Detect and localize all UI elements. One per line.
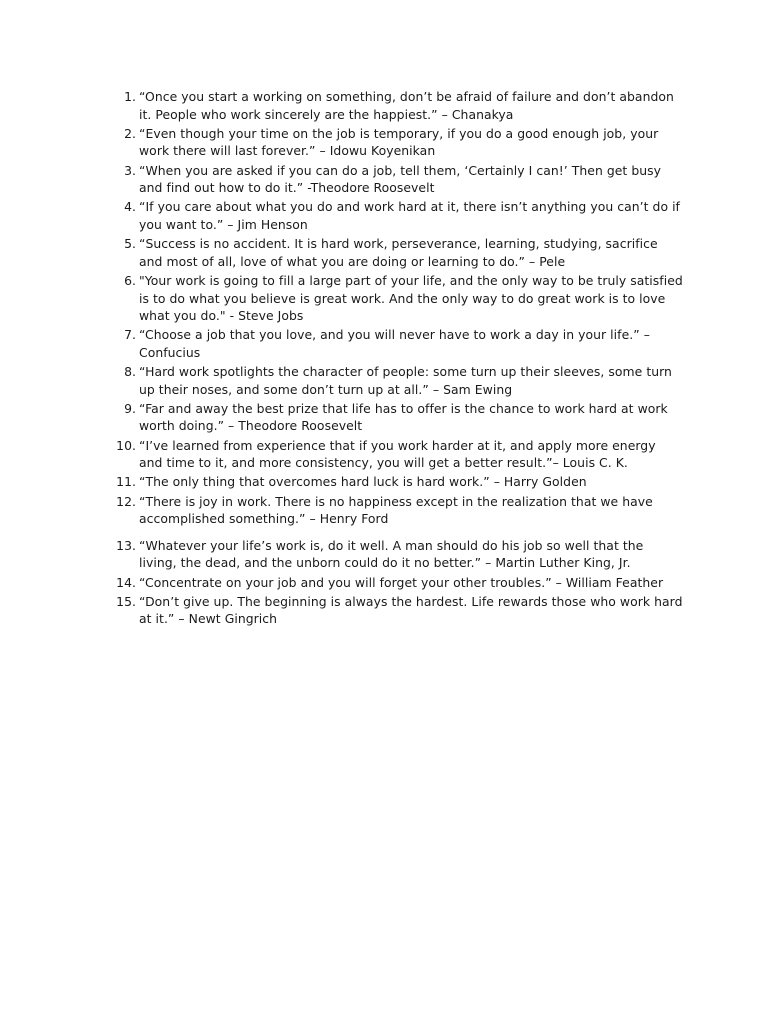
list-item (103, 198, 683, 233)
list-item (103, 537, 683, 572)
quote-text: “Once you start a working on something, don’t be afraid of failure and don’t abandon it. People who work sincerely are the happiest.” – Chanakya (139, 89, 674, 122)
quote-text: “If you care about what you do and work hard at it, there isn’t anything you can’t do if you want to.” – Jim Henson (139, 199, 680, 232)
item-number: 15. (116, 593, 136, 609)
quote-text: “When you are asked if you can do a job, tell them, ‘Certainly I can!’ Then get busy and find out how to do it.” -Theodore Roosevelt (139, 162, 662, 196)
quote-text: “Concentrate on your job and you will forget your other troubles.” – William Feather (139, 574, 664, 590)
quote-list (103, 88, 683, 630)
item-number: 10. (116, 437, 136, 453)
item-number: 5. (124, 236, 136, 252)
quote-text: “Even though your time on the job is temporary, if you do a good enough job, your work there will last forever.” – Idowu Koyenikan (139, 125, 659, 159)
quote-text: “The only thing that overcomes hard luck is hard work.” – Harry Golden (139, 474, 587, 490)
item-number: 7. (124, 327, 136, 343)
quote-text: “Choose a job that you love, and you will never have to work a day in your life.” – Confucius (139, 327, 650, 360)
quote-text: “Hard work spotlights the character of people: some turn up their sleeves, some turn up their noses, and some don’t turn up at all.” – Sam Ewing (139, 364, 672, 397)
quote-text: “There is joy in work. There is no happiness except in the realization that we have accomplished something.” – Henry Ford (139, 493, 653, 527)
list-item (103, 400, 683, 435)
list-item (103, 363, 683, 398)
item-number: 2. (124, 125, 136, 141)
quote-text: “Far and away the best prize that life has to offer is the chance to work hard at work worth doing.” – Theodore Roosevelt (139, 400, 668, 434)
list-item (103, 235, 683, 270)
list-item (103, 593, 683, 628)
item-number: 3. (124, 162, 136, 178)
item-number: 9. (124, 400, 136, 416)
item-number: 4. (124, 199, 136, 215)
item-number: 1. (124, 89, 136, 104)
quote-text: "Your work is going to fill a large part of your life, and the only way to be truly satisfied is to do what you believe is great work. And the only way to do great work is to love what you do." - Steve Jobs (139, 272, 683, 324)
list-item (103, 574, 683, 592)
list-item (103, 326, 683, 361)
list-item (103, 437, 683, 472)
list-item (103, 125, 683, 160)
quote-text: “Success is no accident. It is hard work, perseverance, learning, studying, sacrifice and most of all, love of what you are doing or learning to do.” – Pele (139, 236, 658, 269)
list-item (103, 88, 683, 123)
item-number: 6. (124, 272, 136, 288)
item-number: 13. (116, 537, 136, 553)
item-number: 14. (116, 574, 136, 590)
quote-text: “Whatever your life’s work is, do it well. A man should do his job so well that the living, the dead, and the unborn could do it no better.” – Martin Luther King, Jr. (139, 537, 644, 571)
list-item (103, 272, 683, 325)
list-item (103, 493, 683, 528)
quote-text: “I’ve learned from experience that if you work harder at it, and apply more energy and time to it, and more consistency, you will get a better result.”– Louis C. K. (139, 437, 656, 471)
item-number: 11. (116, 474, 136, 490)
list-item (103, 162, 683, 197)
item-number: 8. (124, 364, 136, 380)
quote-text: “Don’t give up. The beginning is always the hardest. Life rewards those who work hard at it.” – Newt Gingrich (139, 593, 683, 627)
item-number: 12. (116, 493, 136, 509)
list-item (103, 473, 683, 491)
